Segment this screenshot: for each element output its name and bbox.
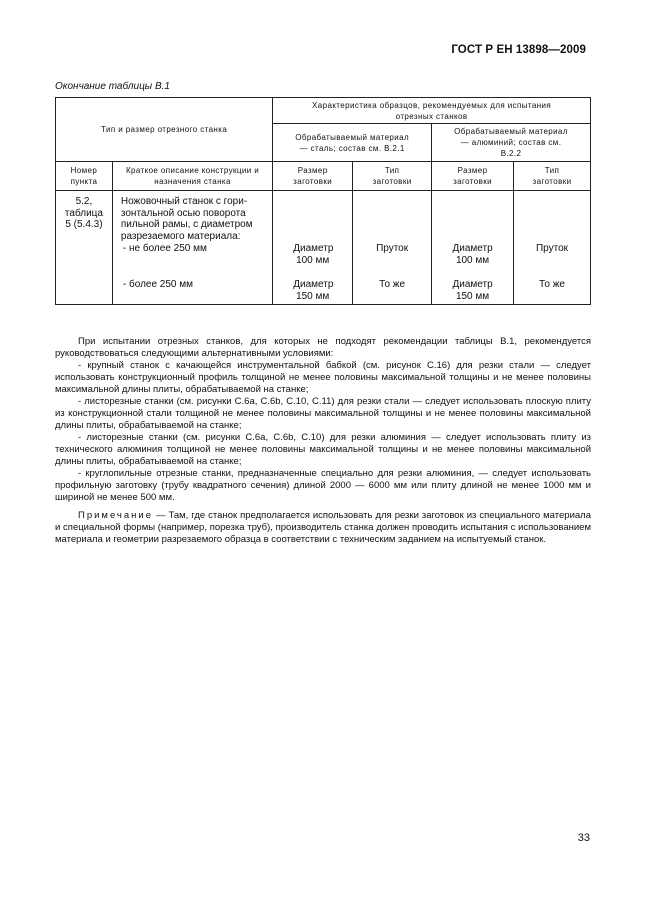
paragraph: - крупный станок с качающейся инструментальной бабкой (см. рисунок С.16) для резки стали — следует использовать конструкционный профиль толщиной не менее половины максимальной толщины и не менее половины максимальной длины плиты, обрабатываемой на станке; (55, 360, 591, 395)
steel-size-cell (273, 191, 353, 305)
description-line: разрезаемого материала: (120, 230, 241, 242)
table-row (56, 191, 591, 305)
row-number-cell (56, 191, 113, 305)
test-specimen-table (55, 97, 591, 305)
note-paragraph (55, 510, 591, 546)
steel-type-value: То же (379, 279, 406, 290)
al-type-value: Пруток (535, 243, 569, 254)
al-size-value: Диаметр 100 мм (452, 243, 493, 266)
description-line: пильной рамы, с диаметром (120, 219, 253, 230)
header-group-steel: Обрабатываемый материал — сталь; состав см. В.2.1 (273, 124, 432, 162)
header-description: Краткое описание конструкции и назначения станка (112, 162, 272, 191)
steel-type-value: Пруток (376, 243, 409, 254)
sub-row-label: - не более 250 мм (122, 243, 207, 254)
steel-type-cell (353, 191, 432, 305)
row-description (121, 196, 266, 242)
steel-size-value: Диаметр 100 мм (293, 243, 334, 266)
row-description-cell (112, 191, 272, 305)
header-steel-size: Размер заготовки (273, 162, 353, 191)
note-block (55, 510, 591, 546)
standard-header: ГОСТ Р ЕН 13898—2009 (451, 44, 586, 56)
description-line: зонтальной осью поворота (120, 207, 246, 219)
header-characteristics: Характеристика образцов, рекомендуемых для испытания отрезных станков (273, 98, 591, 124)
paragraph: - листорезные станки (см. рисунки С.6а, С.6b, С.10) для резки алюминия — следует использовать плиту из технического алюминия толщиной не менее половины максимальной толщины и не менее половины максимальной длины плиты, обрабатываемой на станке; (55, 432, 591, 467)
description-line: Ножовочный станок с гори- (120, 196, 248, 207)
sub-row-label: - более 250 мм (122, 279, 194, 290)
note-heading: Примечание (78, 510, 153, 521)
paragraph: - листорезные станки (см. рисунки С.6а, С.6b, С.10, С.11) для резки стали — следует использовать плоскую плиту из конструкционной стали толщиной не менее половины максимальной толщины и не менее половины максимальной длины плиты, обрабатываемой на станке; (55, 396, 591, 431)
header-steel-type: Тип заготовки (353, 162, 432, 191)
page-number: 33 (577, 832, 590, 844)
row-number: 5.2, таблица 5 (5.4.3) (64, 196, 103, 230)
paragraph: При испытании отрезных станков, для которых не подходят рекомендации таблицы В.1, рекомендуется руководствоваться следующими альтернативными условиями: (55, 336, 591, 359)
table-caption: Окончание таблицы В.1 (55, 81, 170, 92)
steel-size-value: Диаметр 150 мм (293, 279, 334, 302)
al-size-cell (432, 191, 514, 305)
header-al-type: Тип заготовки (514, 162, 591, 191)
paragraph: - круглопильные отрезные станки, предназначенные специально для резки алюминия, — следует использовать профильную заготовку (трубу квадратного сечения) длиной 2000 — 6000 мм или плиту длиной не менее 1000 мм и шириной не менее 500 мм. (55, 468, 591, 503)
header-machine-type: Тип и размер отрезного станка (56, 98, 273, 162)
note-text: — Там, где станок предполагается использовать для резки заготовок из специального материала и специальной формы (например, порезка труб), производитель станка должен проводить испытания с использованием материала и геометрии разрезаемого образца в соответствии с техническим заданием на испытуемый станок. (55, 510, 591, 545)
al-type-value: То же (539, 279, 565, 290)
body-text (55, 336, 591, 504)
header-group-aluminium: Обрабатываемый материал — алюминий; состав см. В.2.2 (432, 124, 591, 162)
al-type-cell (514, 191, 591, 305)
header-al-size: Размер заготовки (432, 162, 514, 191)
header-number: Номер пункта (56, 162, 113, 191)
al-size-value: Диаметр 150 мм (452, 279, 493, 302)
